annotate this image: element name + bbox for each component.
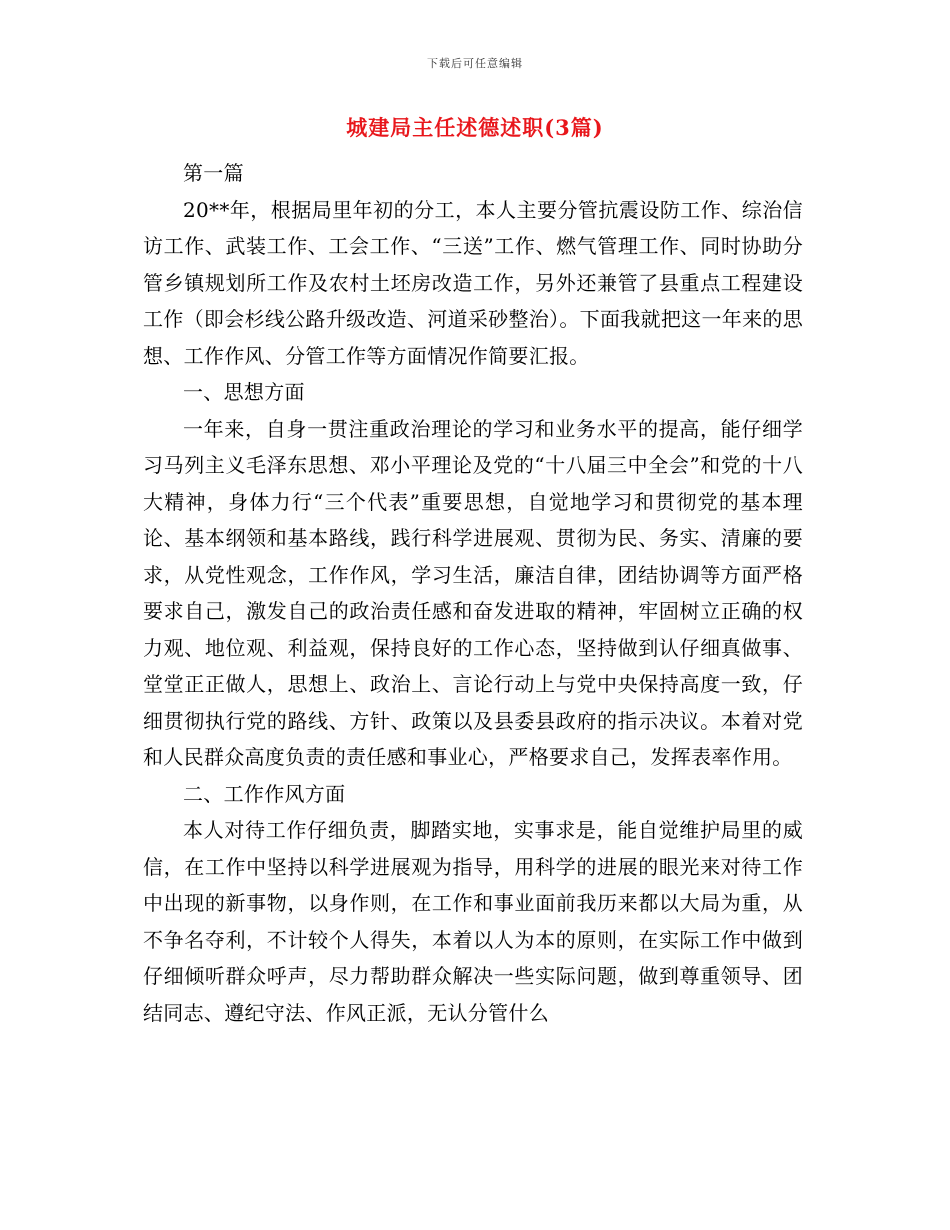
paragraph-intro: 20**年，根据局里年初的分工，本人主要分管抗震设防工作、综治信访工作、武装工作、工会工作、“三送”工作、燃气管理工作、同时协助分管乡镇规划所工作及农村土坯房改造工作，另外还兼管了县重点工程建设工作（即会杉线公路升级改造、河道采砂整治）。下面我就把这一年来的思想、工作作风、分管工作等方面情况作简要汇报。 [143, 197, 803, 368]
document-body [143, 155, 803, 1031]
document-title: 城建局主任述德述职(3篇) [346, 115, 604, 140]
section-heading-part-one: 第一篇 [183, 161, 244, 185]
header-note: 下载后可任意编辑 [427, 57, 523, 70]
paragraph-thought: 一年来，自身一贯注重政治理论的学习和业务水平的提高，能仔细学习马列主义毛泽东思想、邓小平理论及党的“十八届三中全会”和党的十八大精神，身体力行“三个代表”重要思想，自觉地学习和贯彻党的基本理论、基本纲领和基本路线，践行科学进展观、贯彻为民、务实、清廉的要求，从党性观念，工作作风，学习生活，廉洁自律，团结协调等方面严格要求自己，激发自己的政治责任感和奋发进取的精神，牢固树立正确的权力观、地位观、利益观，保持良好的工作心态，坚持做到认仔细真做事、堂堂正正做人，思想上、政治上、言论行动上与党中央保持高度一致，仔细贯彻执行党的路线、方针、政策以及县委县政府的指示决议。本着对党和人民群众高度负责的责任感和事业心，严格要求自己，发挥表率作用。 [143, 416, 803, 769]
section-heading-thought: 一、思想方面 [183, 380, 305, 404]
paragraph-work-style: 本人对待工作仔细负责，脚踏实地，实事求是，能自觉维护局里的威信，在工作中坚持以科学进展观为指导，用科学的进展的眼光来对待工作中出现的新事物，以身作则，在工作和事业面前我历来都以大局为重，从不争名夺利，不计较个人得失，本着以人为本的原则，在实际工作中做到仔细倾听群众呼声，尽力帮助群众解决一些实际问题，做到尊重领导、团结同志、遵纪守法、作风正派，无认分管什么 [143, 818, 803, 1025]
section-heading-work-style: 二、工作作风方面 [183, 781, 346, 806]
